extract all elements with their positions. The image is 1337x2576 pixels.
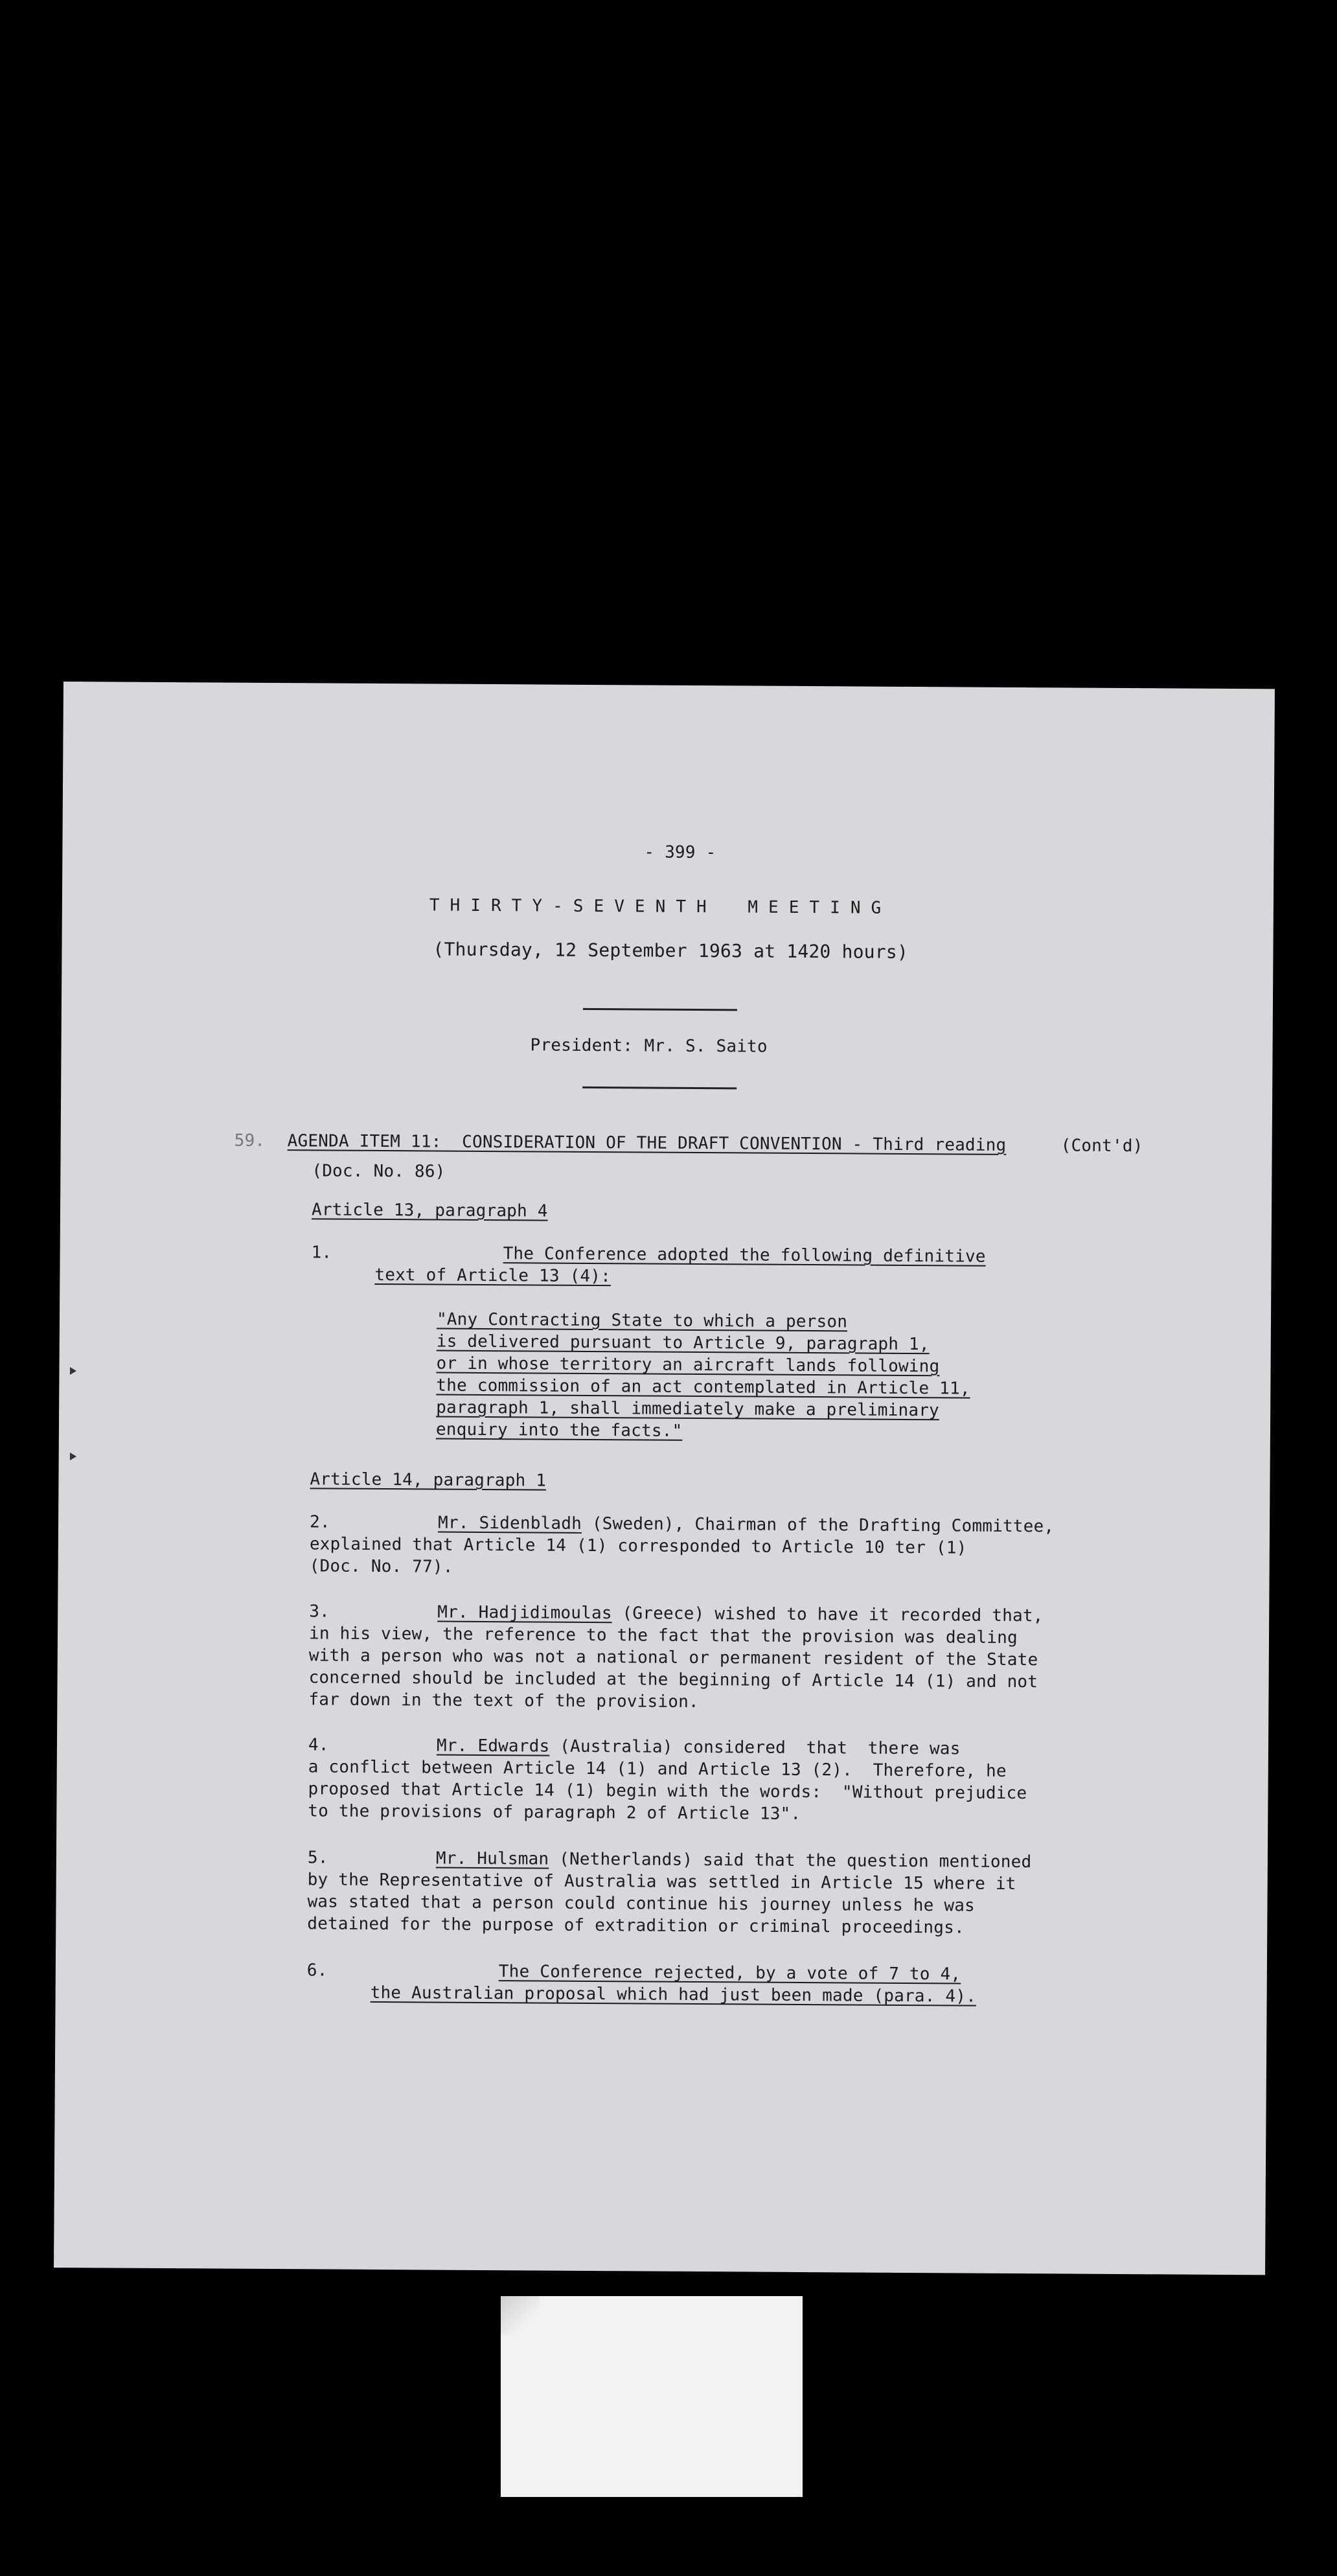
para-4-number: 4. xyxy=(308,1735,329,1755)
speaker-hadjidimoulas: Mr. Hadjidimoulas xyxy=(437,1602,612,1624)
para-6-line1: The Conference rejected, by a vote of 7 to 4, xyxy=(498,1962,961,1984)
para-4-line1-rest: (Australia) considered that there was xyxy=(549,1736,961,1759)
para-5-line3: was stated that a person could continue his journey unless he was xyxy=(307,1892,976,1916)
para-6-number: 6. xyxy=(306,1961,328,1981)
meeting-title: T H I R T Y - S E V E N T H M E E T I N G xyxy=(429,895,882,918)
para-2-line2: explained that Article 14 (1) corresponded to Article 10 ter (1) xyxy=(309,1534,967,1558)
para-2-line1-rest: (Sweden), Chairman of the Drafting Committee, xyxy=(581,1513,1055,1537)
agenda-contd: (Cont'd) xyxy=(1060,1136,1143,1156)
separator-top xyxy=(583,1008,737,1011)
speaker-hulsman: Mr. Hulsman xyxy=(435,1848,549,1869)
para-4-line2: a conflict between Article 14 (1) and Article 13 (2). Therefore, he xyxy=(308,1757,1007,1781)
para-4-line4: to the provisions of paragraph 2 of Article 13". xyxy=(308,1801,801,1824)
document-page xyxy=(54,682,1275,2275)
president-name: Mr. S. Saito xyxy=(644,1036,768,1057)
para-3-line5: far down in the text of the provision. xyxy=(308,1690,699,1712)
para-1-line1: The Conference adopted the following definitive xyxy=(503,1244,986,1267)
para-3-line3: with a person who was not a national or permanent resident of the State xyxy=(308,1646,1038,1670)
para-3-line2: in his view, the reference to the fact that the provision was dealing xyxy=(308,1624,1018,1648)
index-card xyxy=(501,2296,803,2497)
para-3-line1-rest: (Greece) wished to have it recorded that, xyxy=(611,1604,1044,1626)
page-number: - 399 - xyxy=(644,842,716,863)
para-3-line4: concerned should be included at the beginning of Article 14 (1) and not xyxy=(308,1668,1038,1692)
para-5-line1 xyxy=(436,1848,1032,1874)
para-6-line2: the Australian proposal which had just been made (para. 4). xyxy=(370,1983,977,2007)
quote-line2: is delivered pursuant to Article 9, paragraph 1, xyxy=(436,1331,930,1355)
para-5-line1-rest: (Netherlands) said that the question mentioned xyxy=(549,1849,1032,1872)
speaker-edwards: Mr. Edwards xyxy=(436,1736,550,1756)
quote-line3: or in whose territory an aircraft lands following xyxy=(436,1353,940,1377)
para-5-number: 5. xyxy=(307,1848,328,1868)
quote-line6: enquiry into the facts." xyxy=(435,1420,683,1441)
margin-mark-upper xyxy=(70,1367,76,1375)
president-label: President: xyxy=(530,1035,634,1056)
margin-mark-lower xyxy=(70,1453,76,1460)
agenda-item-number: 59. xyxy=(234,1131,266,1151)
para-2-number: 2. xyxy=(309,1512,330,1532)
meeting-date: (Thursday, 12 September 1963 at 1420 hours) xyxy=(433,938,909,963)
speaker-sidenbladh: Mr. Sidenbladh xyxy=(437,1513,582,1534)
article-14-heading: Article 14, paragraph 1 xyxy=(310,1469,547,1491)
article-13-heading: Article 13, paragraph 4 xyxy=(311,1200,548,1221)
quote-line5: paragraph 1, shall immediately make a preliminary xyxy=(436,1397,940,1421)
para-2-line1 xyxy=(438,1512,1054,1538)
para-5-line4: detained for the purpose of extradition or criminal proceedings. xyxy=(307,1914,965,1938)
para-3-number: 3. xyxy=(309,1602,330,1622)
para-4-line3: proposed that Article 14 (1) begin with the words: "Without prejudice xyxy=(308,1779,1027,1804)
para-4-line1 xyxy=(437,1735,961,1760)
separator-bottom xyxy=(582,1087,737,1089)
quote-line1: "Any Contracting State to which a person xyxy=(436,1309,848,1332)
card-corner-shadow xyxy=(501,2296,540,2335)
quote-line4: the commission of an act contemplated in Article 11, xyxy=(436,1375,970,1399)
para-1-line2: text of Article 13 (4): xyxy=(374,1265,611,1287)
para-1-number: 1. xyxy=(311,1243,332,1263)
agenda-heading: AGENDA ITEM 11: CONSIDERATION OF THE DRAFT CONVENTION - Third reading xyxy=(287,1131,1007,1155)
para-3-line1 xyxy=(437,1602,1044,1627)
para-5-line2: by the Representative of Australia was settled in Article 15 where it xyxy=(307,1870,1016,1894)
agenda-doc: (Doc. No. 86) xyxy=(312,1161,446,1182)
para-2-line3: (Doc. No. 77). xyxy=(309,1556,453,1577)
